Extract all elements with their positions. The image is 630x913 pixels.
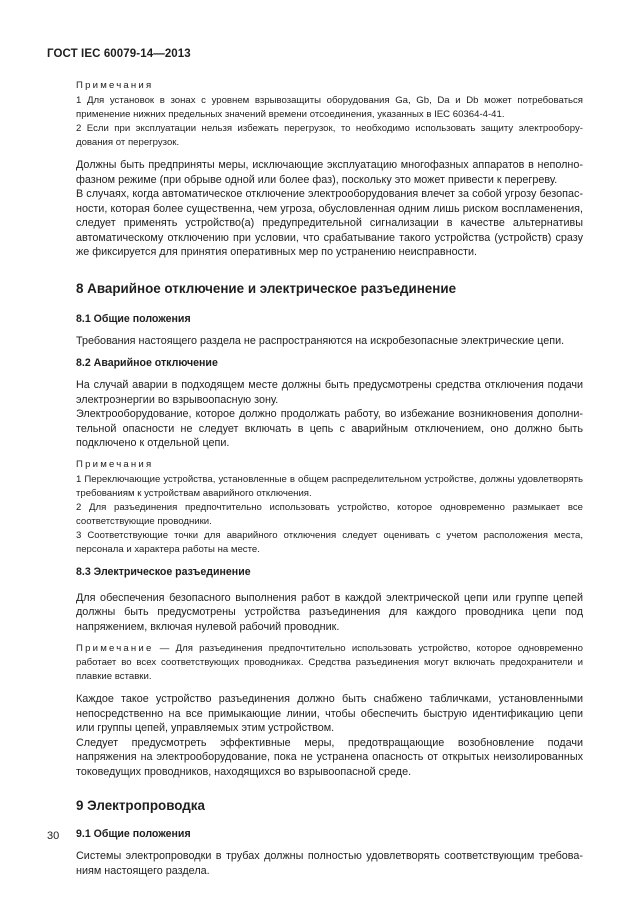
note-inline: [76, 642, 583, 684]
paragraph: Системы электропроводки в трубах должны полностью удовлетворять соответствующим требованиям настоящего раздела.: [76, 850, 583, 877]
note-item: 1 Для установок в зонах с уровнем взрывозащиты оборудования Ga, Gb, Da и Db может потребоваться применение нижних предельных значений времени отсоединения, указанных в IEC 60364-4-41.: [76, 95, 583, 120]
section-8-2-heading: 8.2 Аварийное отключение: [76, 357, 218, 369]
page-number: 30: [47, 830, 60, 842]
paragraph: Должны быть предприняты меры, исключающие эксплуатацию многофазных аппаратов в неполнофазном режиме (при обрыве одной или более фаз), поскольку это может привести к перегреву.: [76, 159, 583, 186]
section-9-1-heading: 9.1 Общие положения: [76, 828, 191, 840]
note-item: 2 Если при эксплуатации нельзя избежать перегрузок, то необходимо использовать защиту электрооборудования от перегрузок.: [76, 123, 583, 148]
section-8-1-heading: 8.1 Общие положения: [76, 312, 191, 325]
paragraph: Следует предусмотреть эффективные меры, предотвращающие возобновление подачи напряжения на электрооборудование, пока не устранена опасность от открытых неизолированных токоведущих проводников, находящихся во взрывоопасной среде.: [76, 736, 583, 778]
paragraph: Электрооборудование, которое должно продолжать работу, во избежание возникновения дополнительной опасности не следует включать в цепь с аварийным отключением, оно должно быть подключено к отдельной цепи.: [76, 408, 583, 449]
paragraph: Требования настоящего раздела не распространяются на искробезопасные электрические цепи.: [76, 334, 565, 347]
note-label: Примечание: [76, 643, 154, 654]
section-8-heading: 8 Аварийное отключение и электрическое разъединение: [76, 280, 457, 296]
page-content: [76, 80, 583, 878]
paragraph: Каждое такое устройство разъединения должно быть снабжено табличками, установленными непосредственно на все примыкающие линии, чтобы обеспечить быструю идентификацию цепи или группы цепей, управляемых этим устройством.: [76, 693, 583, 734]
note-item: 3 Соответствующие точки для аварийного отключения следует оценивать с учетом расположения места, персонала и характера работы на месте.: [76, 529, 583, 555]
notes-title: Примечания: [76, 458, 154, 470]
section-9-heading: 9 Электропроводка: [76, 798, 205, 813]
note-item: 2 Для разъединения предпочтительно использовать устройство, которое одновременно размыкает все соответствующие проводники.: [76, 501, 583, 527]
note-text: — Для разъединения предпочтительно использовать устройство, которое одновременно работает во всех соответствующих проводниках. Средства разъединения могут включать предохранители и плавкие вставки.: [76, 643, 583, 682]
note-item: 1 Переключающие устройства, установленные в общем распределительном устройстве, должны удовлетворять требованиям к устройствам аварийного отключения.: [76, 473, 583, 499]
document-header: ГОСТ IEC 60079-14—2013: [47, 48, 191, 60]
paragraph: На случай аварии в подходящем месте должны быть предусмотрены средства отключения подачи электроэнергии во взрывоопасную зону.: [76, 379, 583, 406]
paragraph: В случаях, когда автоматическое отключение электрооборудования влечет за собой угрозу безопасности, которая более существенна, чем угроза, обусловленная одним лишь риском воспламенения, следует применять устройство(а) предупредительной сигнализации в качестве альтернативы автоматическому отключению при условии, что срабатывание такого устройства (устройств) сразу же фиксируется для принятия оперативных мер по устранению неисправности.: [76, 188, 583, 258]
section-8-3-heading: 8.3 Электрическое разъединение: [76, 565, 251, 578]
paragraph: Для обеспечения безопасного выполнения работ в каждой электрической цепи или группе цепей должны быть предусмотрены устройства разъединения для каждого проводника цепи под напряжением, включая нулевой рабочий проводник.: [76, 591, 583, 633]
notes-title: Примечания: [76, 80, 154, 91]
